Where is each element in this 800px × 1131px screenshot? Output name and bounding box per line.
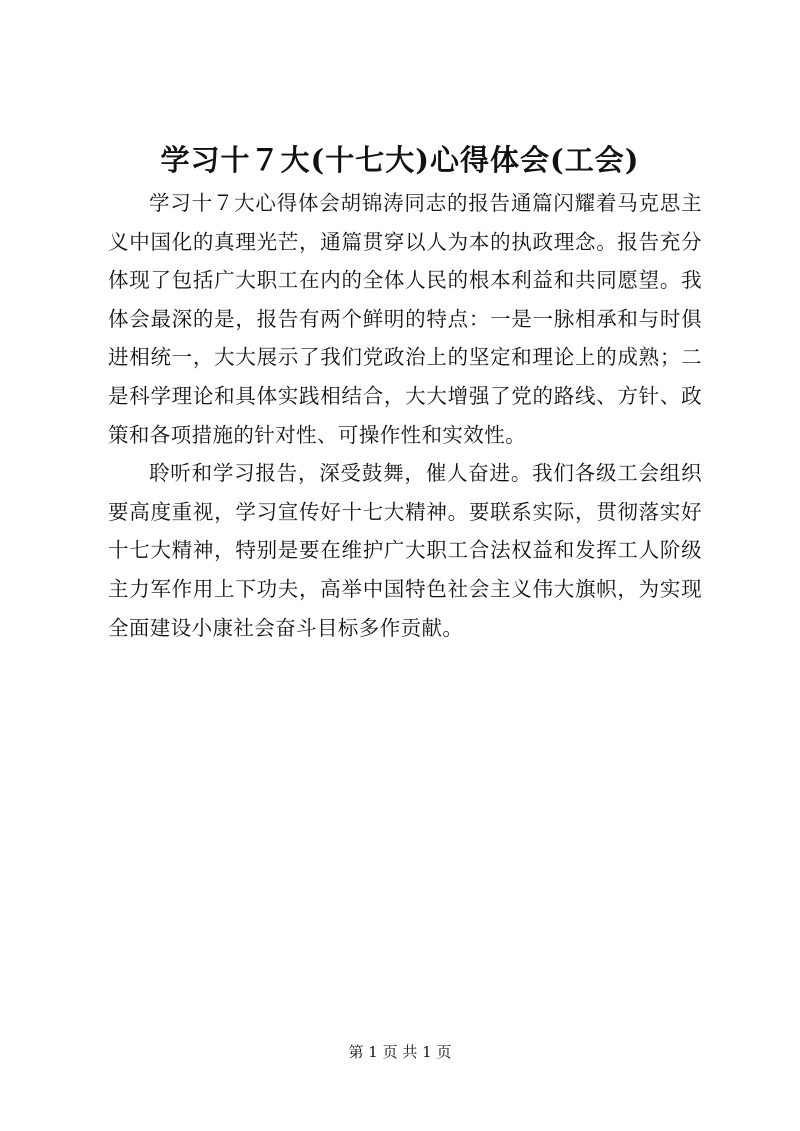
body-paragraph-2: 聆听和学习报告，深受鼓舞，催人奋进。我们各级工会组织要高度重视，学习宣传好十七大精神。要联系实际，贯彻落实好十七大精神，特别是要在维护广大职工合法权益和发挥工人阶级主力军作用上下功夫，高举中国特色社会主义伟大旗帜，为实现全面建设小康社会奋斗目标多作贡献。 [108,461,702,640]
document-title: 学习十７大(十七大)心得体会(工会) [160,143,640,177]
document-body [108,184,702,647]
body-paragraph-1: 学习十７大心得体会胡锦涛同志的报告通篇闪耀着马克思主义中国化的真理光芒，通篇贯穿以人为本的执政理念。报告充分体现了包括广大职工在内的全体人民的根本利益和共同愿望。我体会最深的是，报告有两个鲜明的特点：一是一脉相承和与时俱进相统一，大大展示了我们党政治上的坚定和理论上的成熟；二是科学理论和具体实践相结合，大大增强了党的路线、方针、政策和各项措施的针对性、可操作性和实效性。 [108,191,702,447]
page-number-footer: 第 1 页 共 1 页 [348,1043,452,1061]
